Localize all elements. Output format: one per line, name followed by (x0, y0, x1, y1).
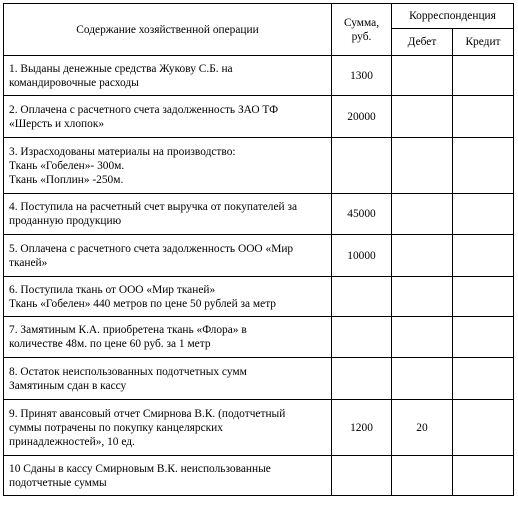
operations-table (3, 3, 514, 496)
debit-cell (392, 235, 453, 277)
table-row (4, 56, 514, 96)
sum-cell: 1200 (332, 400, 392, 456)
credit-cell (453, 235, 514, 277)
operation-cell: 10 Сданы в кассу Смирновым В.К. неиспользованные подотчетные суммы (4, 456, 332, 496)
debit-cell (392, 138, 453, 194)
operation-cell: 5. Оплачена с расчетного счета задолженность ООО «Мир тканей» (4, 235, 332, 277)
table-row (4, 456, 514, 496)
debit-cell (392, 194, 453, 235)
operation-cell: 7. Замятиным К.А. приобретена ткань «Флора» в количестве 48м. по цене 60 руб. за 1 метр (4, 317, 332, 358)
operation-cell: 1. Выданы денежные средства Жукову С.Б. на командировочные расходы (4, 56, 332, 96)
header-sum: Сумма, руб. (332, 4, 392, 56)
header-content: Содержание хозяйственной операции (4, 4, 332, 56)
debit-cell (392, 277, 453, 317)
table-header (4, 4, 514, 56)
debit-cell (392, 456, 453, 496)
sum-cell (332, 358, 392, 400)
credit-cell (453, 138, 514, 194)
sum-cell (332, 138, 392, 194)
table-row (4, 138, 514, 194)
credit-cell (453, 56, 514, 96)
credit-cell (453, 400, 514, 456)
table-row (4, 400, 514, 456)
operation-cell: 3. Израсходованы материалы на производство: Ткань «Гобелен»- 300м. Ткань «Поплин» -250м. (4, 138, 332, 194)
header-credit: Кредит (453, 29, 514, 56)
operation-cell: 8. Остаток неиспользованных подотчетных сумм Замятиным сдан в кассу (4, 358, 332, 400)
table-body (4, 56, 514, 496)
table-row (4, 317, 514, 358)
sum-cell: 1300 (332, 56, 392, 96)
debit-cell (392, 56, 453, 96)
table-row (4, 194, 514, 235)
operation-cell: 4. Поступила на расчетный счет выручка от покупателей за проданную продукцию (4, 194, 332, 235)
operation-cell: 6. Поступила ткань от ООО «Мир тканей» Ткань «Гобелен» 440 метров по цене 50 рублей за метр (4, 277, 332, 317)
credit-cell (453, 96, 514, 138)
debit-cell (392, 96, 453, 138)
table-row (4, 277, 514, 317)
operation-cell: 9. Принят авансовый отчет Смирнова В.К. (подотчетный суммы потрачены по покупку канцелярских принадлежностей», 10 ед. (4, 400, 332, 456)
credit-cell (453, 456, 514, 496)
sum-cell: 45000 (332, 194, 392, 235)
sum-cell: 10000 (332, 235, 392, 277)
debit-cell (392, 358, 453, 400)
credit-cell (453, 277, 514, 317)
header-correspondence: Корреспонденция (392, 4, 514, 29)
table-row (4, 96, 514, 138)
credit-cell (453, 317, 514, 358)
header-debit: Дебет (392, 29, 453, 56)
table-row (4, 235, 514, 277)
operation-cell: 2. Оплачена с расчетного счета задолженность ЗАО ТФ «Шерсть и хлопок» (4, 96, 332, 138)
sum-cell (332, 317, 392, 358)
table-row (4, 358, 514, 400)
debit-cell: 20 (392, 400, 453, 456)
sum-cell (332, 456, 392, 496)
credit-cell (453, 358, 514, 400)
credit-cell (453, 194, 514, 235)
debit-cell (392, 317, 453, 358)
sum-cell (332, 277, 392, 317)
sum-cell: 20000 (332, 96, 392, 138)
